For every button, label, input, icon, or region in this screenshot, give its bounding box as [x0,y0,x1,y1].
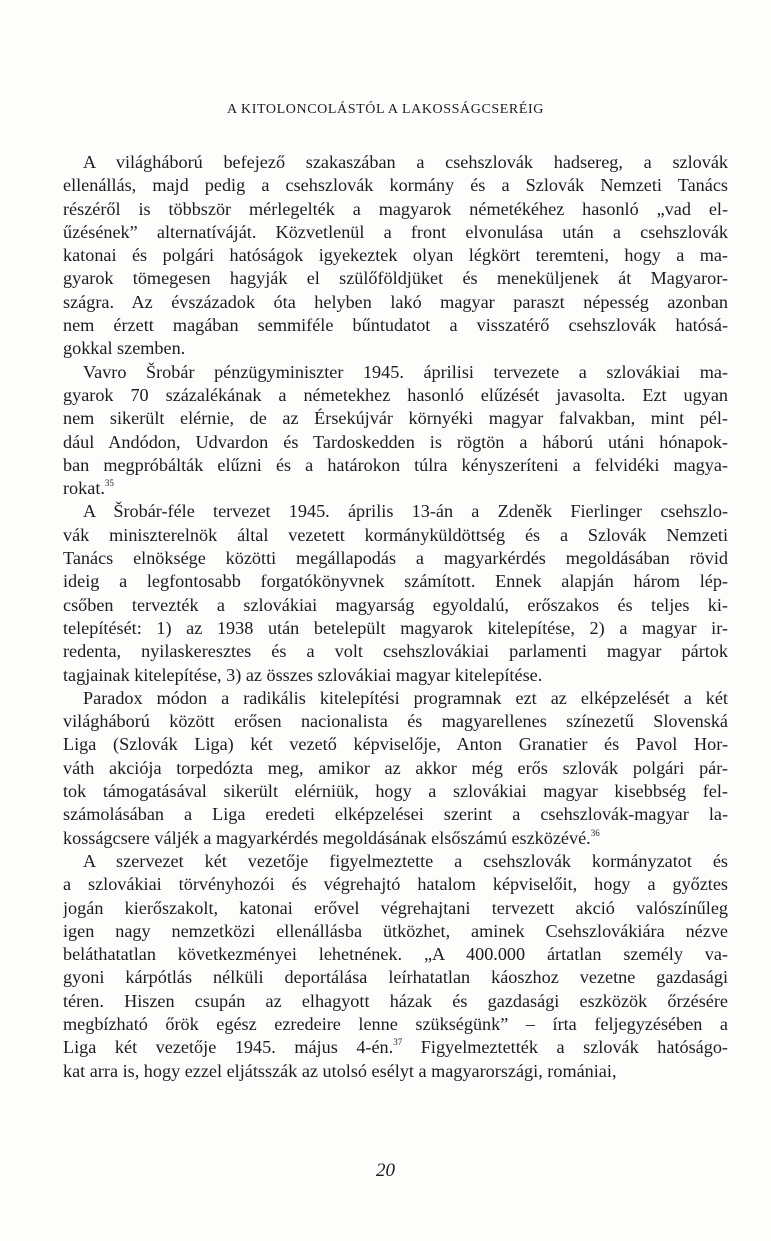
text-line: igen nagy nemzetközi ellenállásba ütközhet, aminek Csehszlovákiára nézve [63,920,728,941]
text-line: világháború között erősen nacionalista és magyarellenes színezetű Slovenská [63,711,728,732]
text-line: nem érzett magában semmiféle bűntudatot a visszatérő csehszlovák hatósá- [63,315,728,336]
text-line: szágra. Az évszázadok óta helyben lakó magyar paraszt népesség azonban [63,291,728,312]
text-line: a szlovákiai törvényhozói és végrehajtó hatalom képviselőit, hogy a győztes [63,874,728,895]
text-line: rokat.$^{35}$ [63,478,114,499]
text-line: gokkal szemben. [63,338,186,359]
text-line: részéről is többször mérlegelték a magyarok németékéhez hasonló „vad el- [63,198,728,219]
text-line: Tanács elnöksége közötti megállapodás a magyarkérdés megoldásában rövid [63,548,728,569]
running-header [0,101,771,119]
text-line: ideig a legfontosabb forgatókönyvnek számított. Ennek alapján három lép- [63,571,728,592]
text-line: űzésének” alternatíváját. Közvetlenül a front elvonulása után a csehszlovák [63,221,728,242]
running-header-title: A KITOLONCOLÁSTÓL A LAKOSSÁGCSERÉIG [227,102,544,117]
text-line: Vavro Šrobár pénzügyminiszter 1945. áprilisi tervezete a szlovákiai ma- [83,361,728,382]
text-line: nem sikerült elérnie, de az Érsekújvár környéki magyar falvakban, mint pél- [63,408,728,429]
text-line: Liga (Szlovák Liga) két vezető képviselője, Anton Granatier és Pavol Hor- [63,734,728,755]
footnote-marker: 35 [104,478,114,489]
text-line: számolásában a Liga eredeti elképzelései szerint a csehszlovák-magyar la- [63,804,728,825]
text-line: dául Andódon, Udvardon és Tardoskedden is rögtön a háború utáni hónapok- [63,431,728,452]
text-line: téren. Hiszen csupán az elhagyott házak és gazdasági eszközök őrzésére [63,990,728,1011]
text-line: telepítését: 1) az 1938 után betelepült magyarok kitelepítése, 2) a magyar ir- [63,617,728,638]
body-text [63,151,728,1083]
text-line: jogán kierőszakolt, katonai erővel végrehajtani tervezett akció valószínűleg [63,897,728,918]
text-line: redenta, nyilaskeresztes és a volt csehszlovákiai parlamenti magyar pártok [63,641,728,662]
paragraph [63,500,728,686]
text-line: kosságcsere váljék a magyarkérdés megoldásának elsőszámú eszközévé.$^{36}$ [63,827,600,848]
text-line: ellenállás, majd pedig a csehszlovák kormány és a Szlovák Nemzeti Tanács [63,175,728,196]
text-line: megbízható őrök egész ezredeire lenne szükségünk” – írta feljegyzésében a [63,1013,728,1034]
text-line: tok támogatásával sikerült elérniük, hogy a szlovákiai magyar kisebbség fel- [63,781,728,802]
text-line: váth akciója torpedózta meg, amikor az akkor még erős szlovák polgári pár- [63,757,728,778]
text-line: Liga két vezetője 1945. május 4-én.$^{37}$ Figyelmeztették a szlovák hatóságo- [63,1037,728,1058]
text-line: Paradox módon a radikális kitelepítési programnak ezt az elképzelését a két [83,687,728,708]
text-line: gyarok tömegesen hagyják el szülőföldjüket és meneküljenek át Magyaror- [63,268,728,289]
paragraph [63,151,728,361]
text-line: gyoni kárpótlás nélküli deportálása leírhatatlan káoszhoz vezetne gazdasági [63,967,728,988]
text-line: gyarok 70 százalékának a németekhez hasonló elűzését javasolta. Ezt ugyan [63,384,728,405]
text-line: A világháború befejező szakaszában a csehszlovák hadsereg, a szlovák [83,152,728,172]
text-line: tagjainak kitelepítése, 3) az összes szlovákiai magyar kitelepítése. [63,664,543,685]
text-line: A szervezet két vezetője figyelmeztette a csehszlovák kormányzatot és [83,850,728,871]
text-line: A Šrobár-féle tervezet 1945. április 13-án a Zdeněk Fierlinger csehszlo- [83,501,728,522]
paragraph [63,850,728,1083]
page-number: 20 [376,1160,395,1181]
text-line: vák miniszterelnök által vezetett kormányküldöttség és a Szlovák Nemzeti [63,524,728,545]
footnote-marker: 37 [393,1037,403,1048]
text-line: kat arra is, hogy ezzel eljátsszák az utolsó esélyt a magyarországi, romániai, [63,1060,617,1081]
text-line: katonai és polgári hatóságok igyekeztek olyan légkört teremteni, hogy a ma- [63,245,728,266]
text-line: ban megpróbálták elűzni és a határokon túlra kényszeríteni a felvidéki magya- [63,454,728,475]
paragraph [63,687,728,850]
text-line: csőben tervezték a szlovákiai magyarság egyoldalú, erőszakos és teljes ki- [63,594,728,615]
text-line: beláthatatlan következményei lehetnének. „A 400.000 ártatlan személy va- [63,944,728,965]
footnote-marker: 36 [590,827,600,838]
paragraph [63,361,728,501]
